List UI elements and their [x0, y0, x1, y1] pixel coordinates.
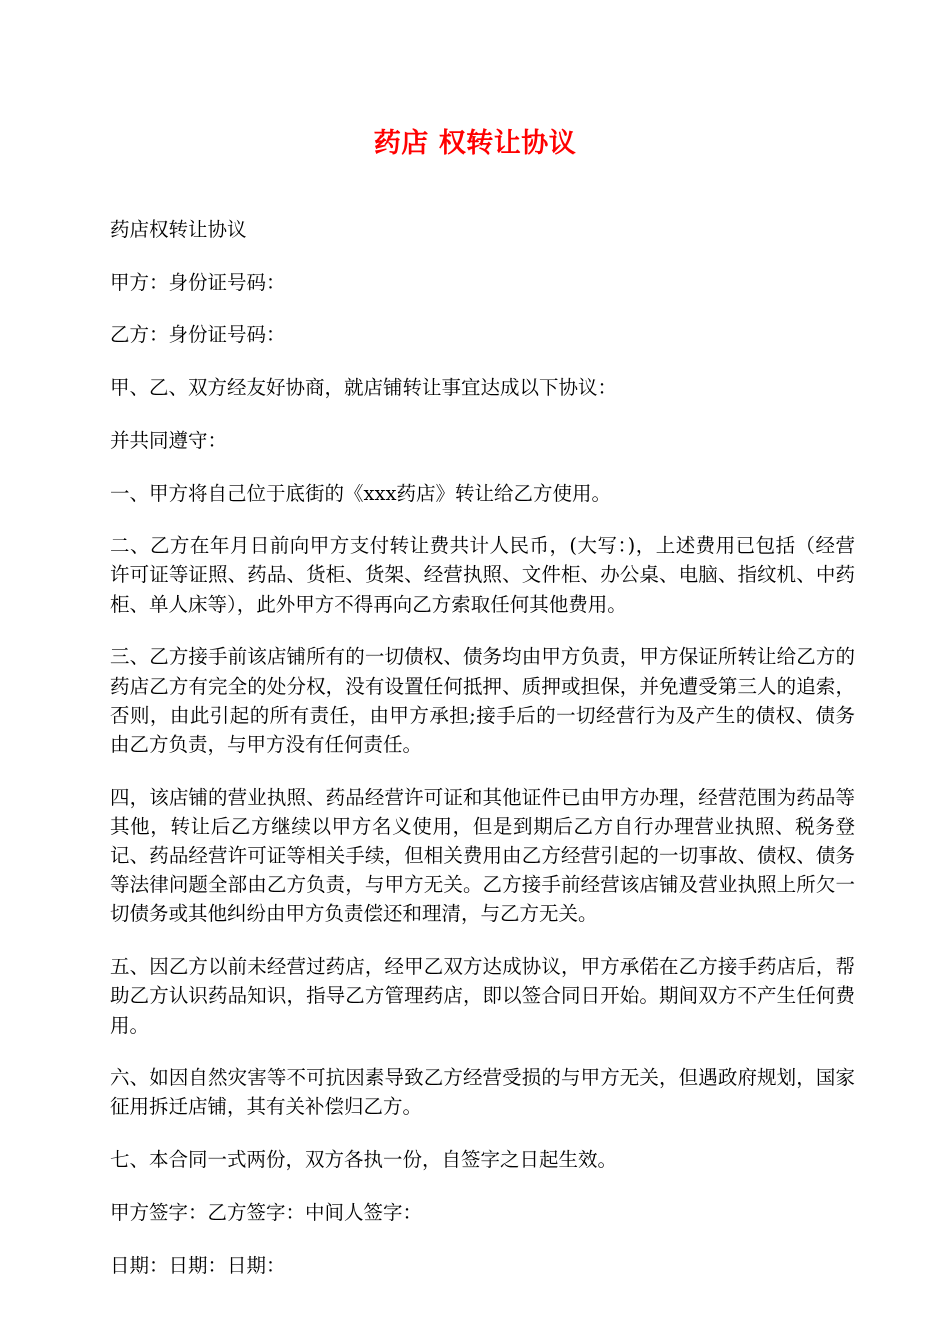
signature-line: 甲方签字：乙方签字：中间人签字： [110, 1200, 423, 1224]
clause-1: 一、甲方将自己位于底街的《xxx药店》转让给乙方使用。 [110, 481, 611, 505]
document-title: 药店 权转让协议 [373, 128, 577, 159]
paragraph-party-a: 甲方：身份证号码： [110, 270, 286, 294]
document-body [110, 215, 855, 1303]
paragraph-preamble-cont: 并共同遵守： [110, 428, 228, 452]
paragraph-party-b: 乙方：身份证号码： [110, 323, 286, 347]
clause-2: 二、乙方在年月日前向甲方支付转让费共计人民币，(大写：)，上述费用已包括（经营许可证等证照、药品、货柜、货架、经营执照、文件柜、办公桌、电脑、指纹机、中药柜、单人床等），此外甲方不得再向乙方索取任何其他费用。 [110, 534, 855, 616]
paragraph-preamble: 甲、乙、双方经友好协商，就店铺转让事宜达成以下协议： [110, 376, 618, 400]
paragraph-heading: 药店权转让协议 [110, 218, 247, 241]
date-line: 日期：日期：日期： [110, 1253, 286, 1277]
clause-5: 五、因乙方以前未经营过药店，经甲乙双方达成协议，甲方承偌在乙方接手药店后，帮助乙方认识药品知识，指导乙方管理药店，即以签合同日开始。期间双方不产生任何费用。 [110, 955, 855, 1037]
clause-6: 六、如因自然灾害等不可抗因素导致乙方经营受损的与甲方无关，但遇政府规划，国家征用拆迁店铺，其有关补偿归乙方。 [110, 1066, 855, 1119]
clause-4: 四，该店铺的营业执照、药品经营许可证和其他证件已由甲方办理，经营范围为药品等其他，转让后乙方继续以甲方名义使用，但是到期后乙方自行办理营业执照、税务登记、药品经营许可证等相关手续，但相关费用由乙方经营引起的一切事故、债权、债务等法律问题全部由乙方负责，与甲方无关。乙方接手前经营该店铺及营业执照上所欠一切债务或其他纠纷由甲方负责偿还和理清，与乙方无关。 [110, 785, 855, 926]
clause-3: 三、乙方接手前该店铺所有的一切债权、债务均由甲方负责，甲方保证所转让给乙方的药店乙方有完全的处分权，没有设置任何抵押、质押或担保，并免遭受第三人的追索，否则，由此引起的所有责任，由甲方承担;接手后的一切经营行为及产生的债权、债务由乙方负责，与甲方没有任何责任。 [110, 645, 855, 756]
clause-7: 七、本合同一式两份，双方各执一份，自签字之日起生效。 [110, 1148, 618, 1172]
